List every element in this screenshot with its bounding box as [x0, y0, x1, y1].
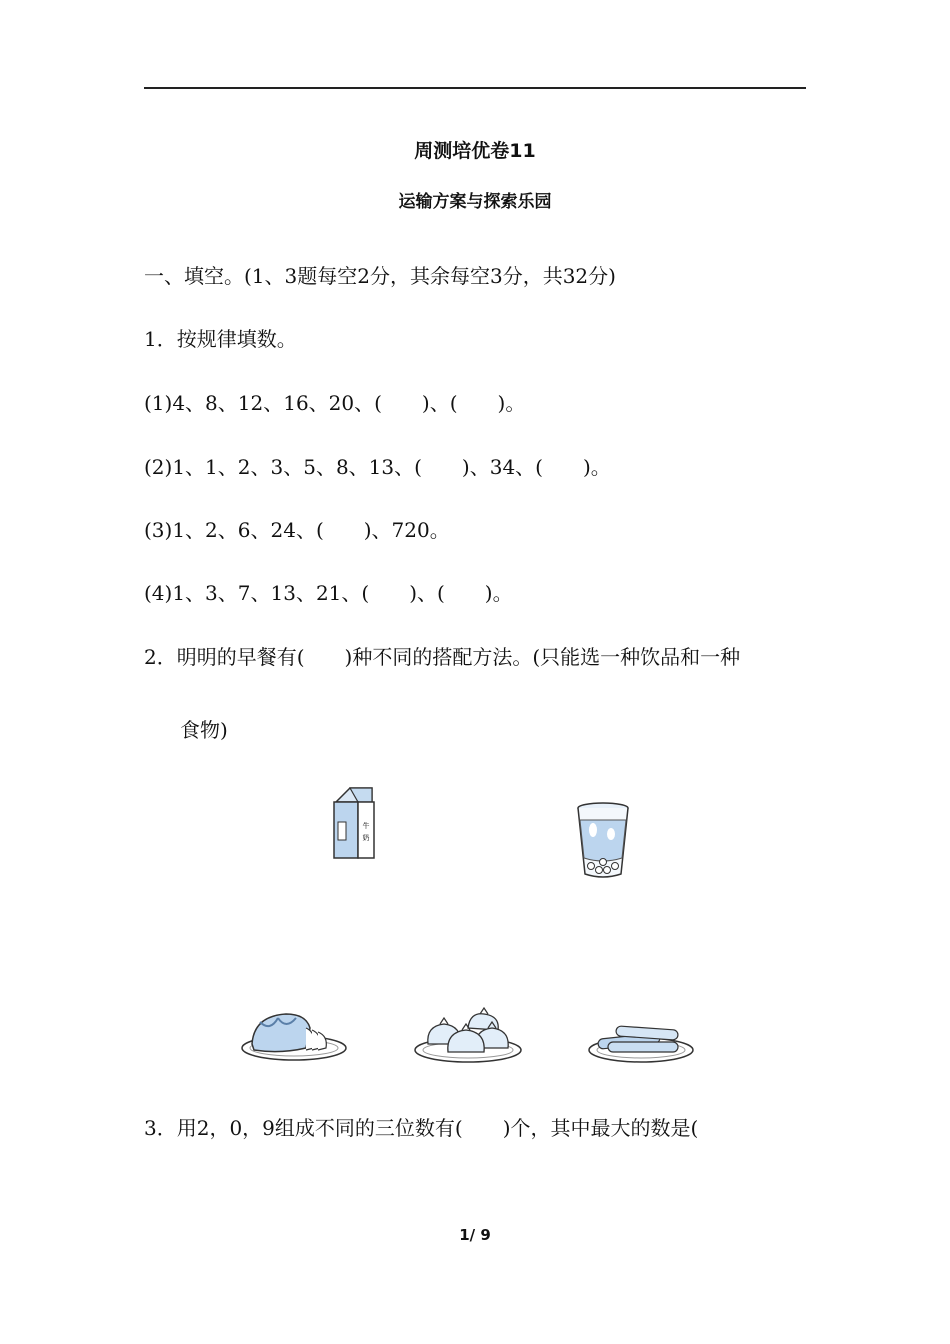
- question-1-item-4: (4)1、3、7、13、21、( )、( )。: [144, 581, 513, 605]
- page-subtitle: 运输方案与探索乐园: [398, 192, 552, 212]
- fried-dough-sticks-icon: [586, 1016, 696, 1066]
- question-1-item-2: (2)1、1、2、3、5、8、13、( )、34、( )。: [144, 455, 611, 479]
- question-2-line-2: 食物): [180, 718, 228, 742]
- question-1-item-1: (1)4、8、12、16、20、( )、( )。: [144, 391, 526, 415]
- milk-label-char-2: 奶: [362, 834, 370, 842]
- bread-icon: [240, 1008, 348, 1064]
- header-rule: [144, 87, 806, 89]
- page-title: 周测培优卷11: [414, 140, 536, 162]
- question-1-stem: 1．按规律填数。: [144, 327, 297, 351]
- question-1-item-3: (3)1、2、6、24、( )、720。: [144, 518, 450, 542]
- bubble-tea-icon: [575, 800, 631, 880]
- milk-carton-icon: [328, 786, 378, 862]
- steamed-buns-icon: [412, 1002, 524, 1066]
- section-heading: 一、填空。(1、3题每空2分，其余每空3分，共32分): [144, 264, 616, 288]
- milk-label-char-1: 牛: [362, 822, 370, 830]
- question-3-line-1: 3．用2，0，9组成不同的三位数有( )个，其中最大的数是(: [144, 1116, 699, 1140]
- page-number: 1/ 9: [459, 1226, 491, 1244]
- question-2-line-1: 2．明明的早餐有( )种不同的搭配方法。(只能选一种饮品和一种: [144, 645, 741, 669]
